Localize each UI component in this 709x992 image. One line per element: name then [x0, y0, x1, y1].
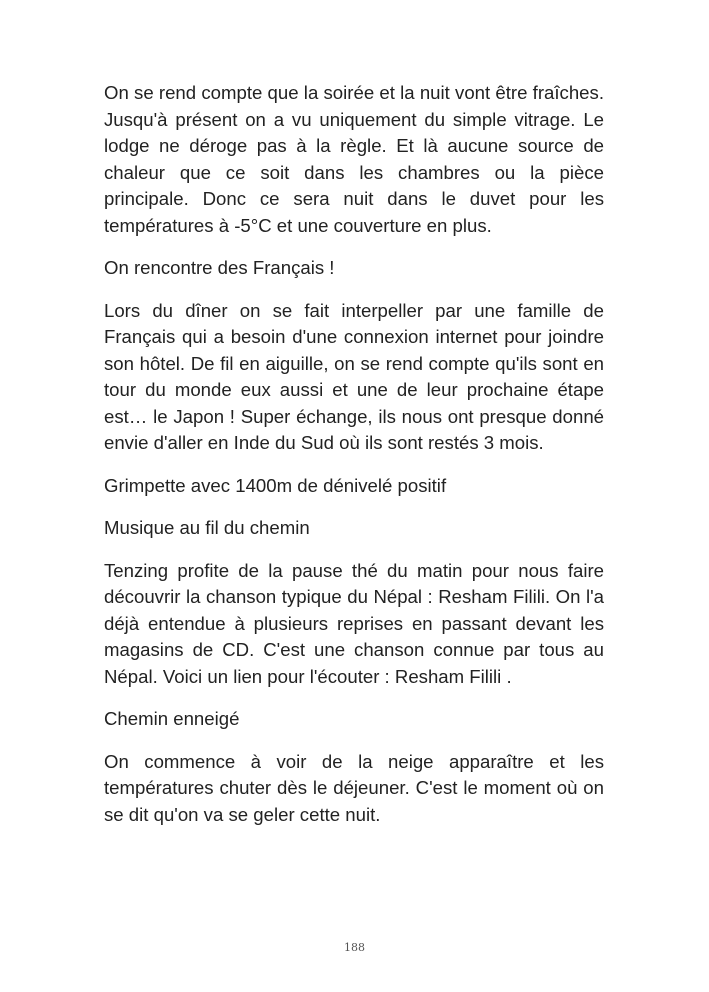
paragraph-snow: On commence à voir de la neige apparaître et les températures chuter dès le déjeuner. C'est le moment où on se dit qu'on va se geler cette nuit. [104, 750, 604, 825]
paragraph-resham-filili: Tenzing profite de la pause thé du matin pour nous faire découvrir la chanson typique du Népal : Resham Filili. On l'a déjà entendue à plusieurs reprises en passant devant les magasins de CD. C'est une chanson connue par tous au Népal. Voici un lien pour l'écouter : Resham Filili . [104, 559, 604, 687]
paragraph-dinner-family: Lors du dîner on se fait interpeller par une famille de Français qui a besoin d'une connexion internet pour joindre son hôtel. De fil en aiguille, on se rend compte qu'ils sont en tour du monde eux aussi et une de leur prochaine étape est… le Japon ! Super échange, ils nous ont presque donné envie d'aller en Inde du Sud où ils sont restés 3 mois. [104, 299, 604, 453]
page-content [104, 80, 604, 844]
page-number: 188 [344, 941, 365, 954]
heading-snowy-path: Chemin enneigé [104, 708, 240, 729]
heading-music: Musique au fil du chemin [104, 517, 310, 538]
heading-climb: Grimpette avec 1400m de dénivelé positif [104, 474, 447, 496]
heading-meeting-french: On rencontre des Français ! [104, 257, 335, 278]
paragraph-cold-night: On se rend compte que la soirée et la nuit vont être fraîches. Jusqu'à présent on a vu uniquement du simple vitrage. Le lodge ne déroge pas à la règle. Et là aucune source de chaleur que ce soit dans les chambres ou la pièce principale. Donc ce sera nuit dans le duvet pour les températures à -5°C et une couverture en plus. [104, 82, 604, 236]
